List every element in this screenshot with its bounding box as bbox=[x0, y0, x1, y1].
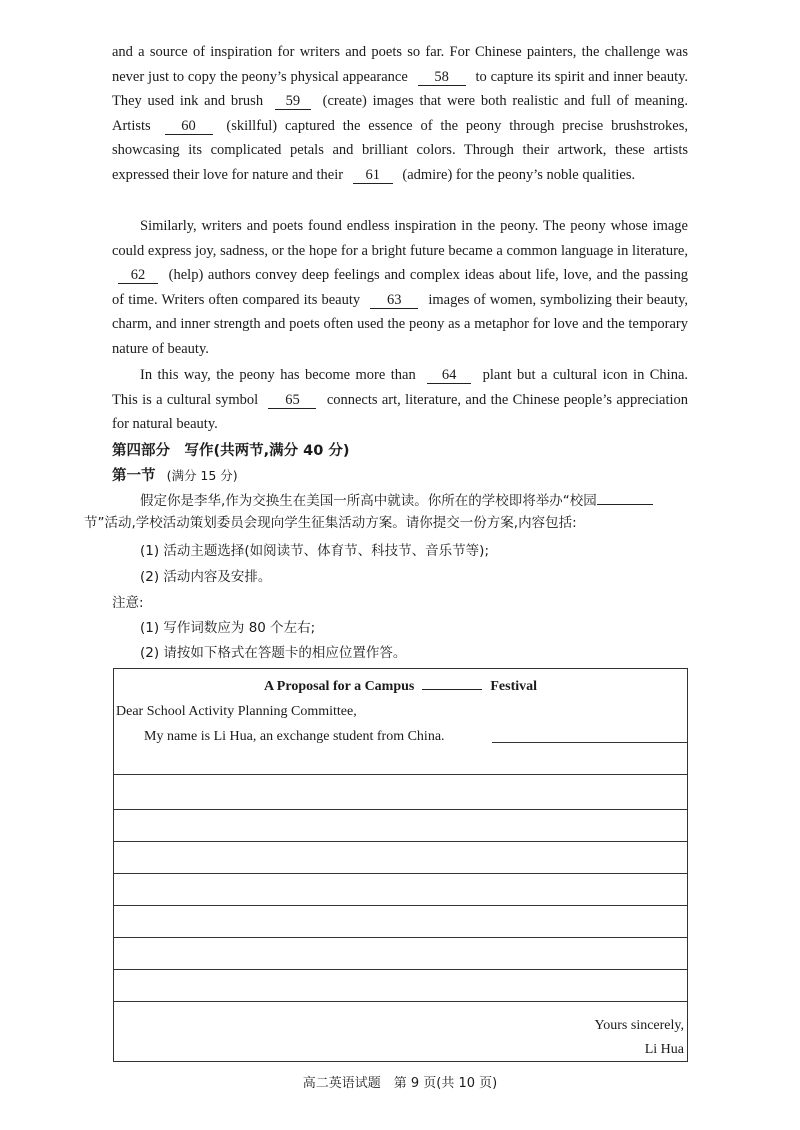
writing-line bbox=[114, 841, 687, 842]
writing-prompt: 假定你是李华,作为交换生在美国一所高中就读。你所在的学校即将举办“校园 节”活动,学校活动策划委员会现向学生征集活动方案。请你提交一份方案,内容包括: bbox=[112, 490, 692, 534]
blank-59: 59 bbox=[275, 93, 311, 110]
proposal-title: A Proposal for a Campus Festival bbox=[263, 679, 538, 694]
festival-name-blank bbox=[597, 490, 653, 505]
writing-line bbox=[114, 809, 687, 810]
note-item-1: (1) 写作词数应为 80 个左右; bbox=[140, 620, 316, 636]
writing-line bbox=[114, 1001, 687, 1002]
writing-line bbox=[114, 969, 687, 970]
blank-61: 61 bbox=[353, 167, 393, 184]
answer-format-box bbox=[113, 668, 688, 1062]
passage-paragraph-1: and a source of inspiration for writers and poets so far. For Chinese painters, the challenge was never just to copy the peony’s physical appearance 58 to capture its spirit and inner beauty. They used ink and brush 59 (create) images that were both realistic and full of meaning. Artists 60 (skillful) captured the essence of the peony through precise brushstrokes, showcasing its complicated petals and brilliant colors. Through their artwork, these artists expressed their love for nature and their 61 (admire) for the peony’s noble qualities. bbox=[112, 44, 689, 183]
blank-64: 64 bbox=[427, 367, 471, 384]
title-blank bbox=[422, 677, 482, 690]
passage-paragraph-2: Similarly, writers and poets found endless inspiration in the peony. The peony whose image could express joy, sadness, or the hope for a bright future became a common language in literature, 62 (help) authors convey deep feelings and complex ideas about life, love, and the passing of time. Writers often compared its beauty 63 images of women, symbolizing their beauty, charm, and inner strength and poets often used the peony as a metaphor for love and the temporary nature of beauty. bbox=[112, 218, 689, 357]
prompt-item-2: (2) 活动内容及安排。 bbox=[140, 569, 272, 585]
writing-line bbox=[114, 774, 687, 775]
prompt-item-1: (1) 活动主题选择(如阅读节、体育节、科技节、音乐节等); bbox=[140, 543, 489, 559]
letter-greeting: Dear School Activity Planning Committee, bbox=[116, 704, 357, 719]
section-one-title: 第一节 (满分 15 分) bbox=[112, 468, 238, 484]
blank-62: 62 bbox=[118, 267, 158, 284]
writing-line bbox=[114, 937, 687, 938]
letter-opening-line: My name is Li Hua, an exchange student from China. bbox=[144, 729, 445, 744]
writing-line bbox=[114, 873, 687, 874]
writing-line bbox=[492, 742, 687, 743]
blank-65: 65 bbox=[268, 392, 316, 409]
blank-63: 63 bbox=[370, 292, 418, 309]
writing-line bbox=[114, 905, 687, 906]
letter-closing: Yours sincerely, bbox=[594, 1018, 684, 1033]
blank-58: 58 bbox=[418, 69, 466, 86]
note-item-2: (2) 请按如下格式在答题卡的相应位置作答。 bbox=[140, 645, 407, 661]
note-label: 注意: bbox=[112, 595, 144, 611]
page-footer: 高二英语试题 第 9 页(共 10 页) bbox=[302, 1076, 498, 1091]
letter-signature: Li Hua bbox=[644, 1042, 684, 1057]
passage-paragraph-3: In this way, the peony has become more than 64 plant but a cultural icon in China. This is a cultural symbol 65 connects art, literature, and the Chinese people’s appreciation for natural beauty. bbox=[112, 367, 689, 433]
blank-60: 60 bbox=[165, 118, 213, 135]
part-four-title: 第四部分 写作(共两节,满分 40 分) bbox=[112, 443, 350, 459]
